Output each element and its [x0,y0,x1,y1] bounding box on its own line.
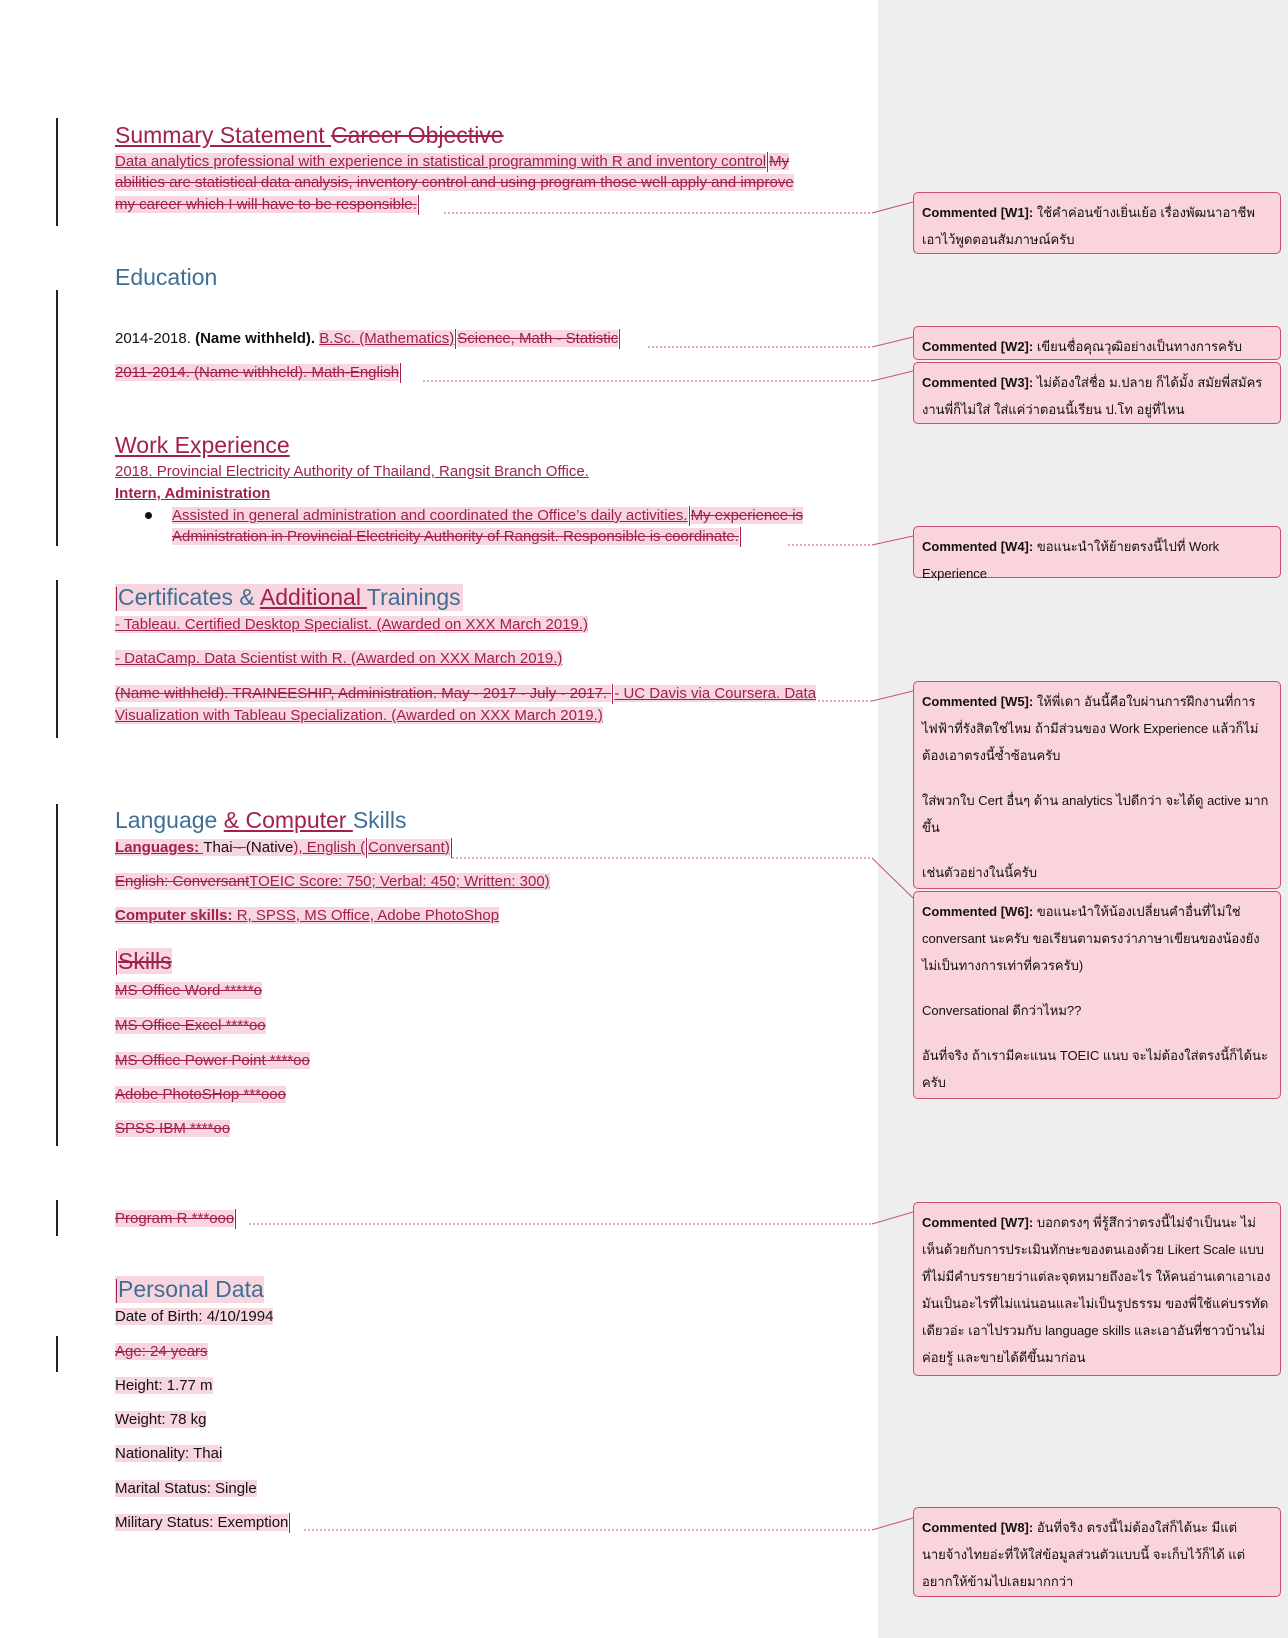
comment-label: Commented [W6]: [922,904,1034,919]
comment-label: Commented [W5]: [922,694,1034,709]
computer-skills-value: R, SPSS, MS Office, Adobe PhotoShop [236,907,500,924]
skill-item [115,1015,266,1036]
education-line-2 [115,362,402,383]
language-thai: Thai [203,839,233,856]
comment-text: ใส่พวกใบ Cert อื่นๆ ด้าน analytics ไปดีกว่า จะได้ดู active มากขึ้น [922,793,1269,835]
personal-age-deleted: Age: 24 years [115,1343,208,1360]
summary-deleted-text: my career which I will have to be responsible. [115,196,417,213]
certs-heading [115,584,463,611]
education-school: (Name withheld). [195,330,316,347]
revision-mark [619,329,620,349]
change-bar [56,1200,58,1236]
summary-line-1 [115,151,789,172]
personal-weight [115,1409,206,1430]
personal-heading [115,1276,264,1303]
skill-item-text: MS Office Excel ****oo [115,1017,266,1034]
personal-nationality-text: Nationality: Thai [115,1445,223,1462]
summary-line-3 [115,194,420,215]
revision-mark [116,587,117,611]
revision-mark [740,527,741,547]
cert-item-3 [115,683,816,704]
language-heading [115,807,407,834]
personal-heading-text: Personal Data [118,1276,264,1302]
education-degree-deleted: Science, Math - Statistic [457,330,619,347]
cert-item-text: - DataCamp. Data Scientist with R. (Awarded on XXX March 2019.) [115,650,563,667]
personal-marital [115,1478,257,1499]
skill-item [115,1118,230,1139]
cert-item-text: - Tableau. Certified Desktop Specialist. (Awarded on XXX March 2019.) [115,616,589,633]
work-bullet-deleted: My experience is [690,507,804,524]
skill-item-text: Program R ***ooo [115,1210,235,1227]
work-bullet-inserted: Assisted in general administration and coordinated the Office’s daily activities. [172,507,688,524]
cert-item-2 [115,648,562,669]
certs-heading-inserted: Additional [259,584,367,610]
personal-height-text: Height: 1.77 m [115,1377,213,1394]
summary-line-2 [115,172,794,193]
comment-balloon-w2[interactable] [913,326,1281,360]
revision-mark [116,951,117,975]
skill-item-text: MS Office Power Point ****oo [115,1052,310,1069]
skill-item [115,980,262,1001]
comment-text: อันที่จริง ถ้าเรามีคะแนน TOEIC แนบ จะไม่ต้องใส่ตรงนี้ก็ได้นะครับ [922,1048,1268,1090]
comment-text: ไม่ต้องใส่ชื่อ ม.ปลาย ก็ได้มั้ง สมัยพี่สมัครงานพี่ก็ไม่ใส่ ใส่แค่ว่าตอนนี้เรียน ป.โท อยู่ที่ไหน [922,375,1263,417]
work-bullet-line-1 [172,505,803,526]
summary-heading [115,122,504,149]
skill-item [115,1084,286,1105]
language-native: (Native [245,839,294,856]
english-deleted: English: Conversant [115,873,250,890]
certs-heading-part: Trainings [366,584,461,610]
personal-marital-text: Marital Status: Single [115,1480,257,1497]
work-position: Intern, Administration [115,485,271,502]
language-inserted: ) [444,839,450,856]
toeic-score: TOEIC Score: 750; Verbal: 450; Written: 300) [249,873,550,890]
revision-mark [767,152,768,172]
revision-mark [289,1513,290,1533]
comment-balloon-w1[interactable] [913,192,1281,254]
languages-label: Languages: [115,839,204,856]
education-line-1 [115,328,621,349]
personal-dob [115,1306,273,1327]
personal-height [115,1375,213,1396]
comment-label: Commented [W3]: [922,375,1034,390]
revision-mark [689,506,690,526]
change-bar [56,1336,58,1372]
summary-inserted-text: Data analytics professional with experience in statistical programming with R and inventory control [115,153,767,170]
change-bar [56,118,58,226]
revision-mark [451,838,452,858]
work-heading [115,432,290,459]
cert-item-inserted: Visualization with Tableau Specialization. (Awarded on XXX March 2019.) [115,707,603,724]
summary-deleted-text: abilities are statistical data analysis, inventory control and using program those well apply and improve [115,174,794,191]
change-bar [56,290,58,546]
computer-skills-line [115,905,499,926]
comment-text: เขียนชื่อคุณวุฒิอย่างเป็นทางการครับ [1036,339,1243,354]
cert-item-inserted: - UC Davis via Coursera. Data [614,685,817,702]
comment-text: Conversational ดีกว่าไหม?? [922,1003,1082,1018]
comment-label: Commented [W4]: [922,539,1034,554]
skill-item [115,1050,310,1071]
education-highschool-deleted: 2011-2014. (Name withheld). Math-English [115,364,400,381]
language-conversant: Conversant [368,839,445,856]
language-heading-part: Skills [352,807,407,833]
comment-balloon-w6[interactable] [913,891,1281,1099]
language-heading-part: Language [115,807,224,833]
comment-label: Commented [W2]: [922,339,1034,354]
certs-heading-part: & [233,584,260,610]
education-degree-inserted: B.Sc. (Mathematics) [319,330,455,347]
education-heading: Education [115,264,218,290]
comment-balloon-w4[interactable] [913,526,1281,581]
comment-balloon-w7[interactable] [913,1202,1281,1376]
comment-balloon-w8[interactable] [913,1507,1281,1597]
comment-label: Commented [W7]: [922,1215,1034,1230]
revision-mark [366,838,367,858]
skill-item-text: MS Office Word *****o [115,982,263,999]
skill-item-text: Adobe PhotoSHop ***ooo [115,1086,286,1103]
revision-mark [400,363,401,383]
summary-deleted-text: My [769,153,790,170]
change-bar [56,580,58,738]
work-bullet-deleted: Administration in Provincial Electricity Authority of Rangsit. Responsible is coordinate. [172,528,739,545]
work-line-1 [115,461,589,482]
comment-text: ขอแนะนำให้น้องเปลี่ยนคำอื่นที่ไม่ใช่ conversant นะครับ ขอเรียนตามตรงว่าภาษาเขียนของน้องยังไม่เป็นทางการเท่าที่ควรครับ) [922,904,1260,973]
certs-heading-part: Certificates [118,584,234,610]
summary-heading-inserted: Summary Statement [115,122,332,148]
language-heading-inserted: & Computer [223,807,353,833]
cert-item-3-line-2 [115,705,603,726]
personal-military [115,1512,291,1533]
personal-military-text: Military Status: Exemption [115,1514,289,1531]
languages-line [115,837,453,858]
cert-item-deleted: (Name withheld). TRAINEESHIP, Administration. May - 2017 - July - 2017. [115,685,612,702]
work-bullet-line-2 [172,526,742,547]
skills-heading [115,948,172,975]
comment-text: ใช้คำค่อนข้างเยิ่นเย้อ เรื่องพัฒนาอาชีพ เอาไว้พูดตอนสัมภาษณ์ครับ [922,205,1255,247]
cert-item-1 [115,614,588,635]
revision-mark [116,1279,117,1303]
comment-text: ขอแนะนำให้ย้ายตรงนี้ไปที่ Work Experience [922,539,1220,581]
work-employer: 2018. Provincial Electricity Authority of Thailand, Rangsit Branch Office. [115,463,589,480]
skills-heading-deleted: Skills [118,948,172,974]
personal-dob-text: Date of Birth: 4/10/1994 [115,1308,274,1325]
skill-item-text: SPSS IBM ****oo [115,1120,231,1137]
comment-text: ให้พี่เดา อันนี้คือใบผ่านการฝึกงานที่การไฟฟ้าที่รังสิตใช่ไหม ถ้ามีส่วนของ Work Experience แล้วก็ไม่ต้องเอาตรงนี้ซ้ำซ้อนครับ [922,694,1259,763]
bullet-icon [145,512,152,519]
work-heading-inserted: Work Experience [115,432,290,458]
comment-balloon-w5[interactable] [913,681,1281,889]
computer-skills-label: Computer skills: [115,907,237,924]
english-line [115,871,550,892]
comment-text: อันที่จริง ตรงนี้ไม่ต้องใส่ก็ได้นะ มีแต่นายจ้างไทยอ่ะที่ให้ใส่ข้อมูลส่วนตัวแบบนี้ จะเก็บไว้ก็ได้ แต่อยากให้ข้ามไปเลยมากกว่า [922,1520,1246,1589]
change-bar [56,804,58,1146]
summary-heading-deleted: Career Objective [331,122,504,148]
language-deleted: - [232,839,246,856]
comment-label: Commented [W8]: [922,1520,1034,1535]
comment-balloon-w3[interactable] [913,362,1281,424]
personal-age [115,1341,208,1362]
revision-mark [418,195,419,215]
education-years: 2014-2018. [115,330,196,347]
comment-text: เช่นตัวอย่างในนี้ครับ [922,865,1038,880]
language-inserted: ), English ( [293,839,366,856]
revision-mark [235,1209,236,1229]
personal-weight-text: Weight: 78 kg [115,1411,207,1428]
comment-label: Commented [W1]: [922,205,1034,220]
comment-text: บอกตรงๆ พี่รู้สึกว่าตรงนี้ไม่จำเป็นนะ ไม่เห็นด้วยกับการประเมินทักษะของตนเองด้วย Likert Scale แบบที่ไม่มีคำบรรยายว่าแต่ละจุดหมายถึงอะไร ให้คนอ่านเดาเอาเองมันเป็นอะไรที่ไม่แน่นอนและไม่เป็นรูปธรรม ของพี่ใช้แค่บรรทัดเดียวอ่ะ เอาไปรวมกับ language skills และเอาอันที่ชาวบ้านไม่ค่อยรู้ และขายได้ดีขึ้นมาก่อน [922,1215,1271,1365]
skill-item [115,1208,237,1229]
work-line-2 [115,483,270,504]
personal-nationality [115,1443,222,1464]
